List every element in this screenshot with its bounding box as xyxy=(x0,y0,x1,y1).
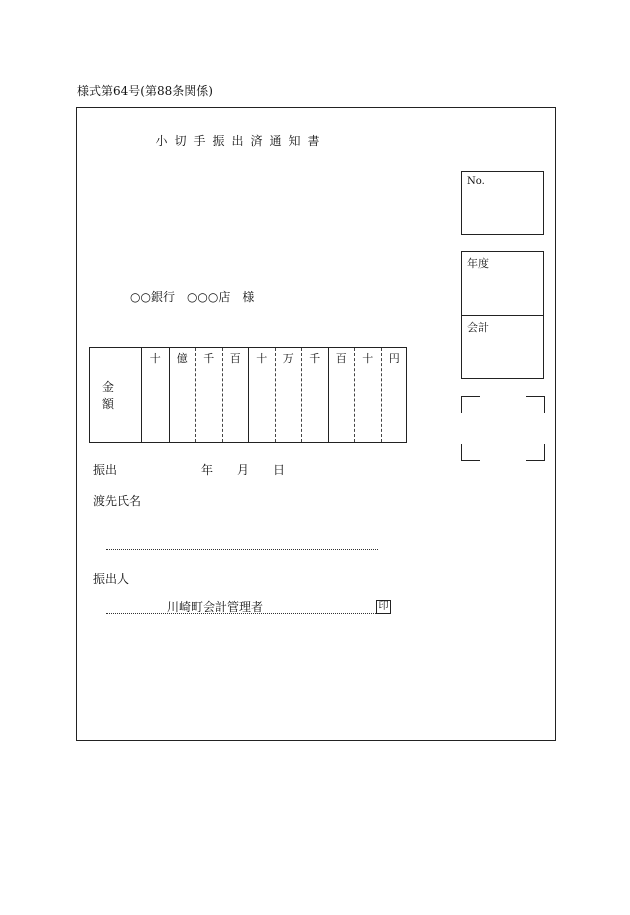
fiscal-year-accounting-box xyxy=(461,251,544,379)
digit-cell: 十 xyxy=(149,352,161,365)
digit-cell: 千 xyxy=(301,348,328,442)
document-title: 小切手振出済通知書 xyxy=(155,134,327,148)
issue-day-label: 日 xyxy=(273,463,286,477)
issue-month-label: 月 xyxy=(237,463,250,477)
amount-label: 金額 xyxy=(90,348,142,442)
digit-cell: 十 xyxy=(354,348,381,442)
issue-year-label: 年 xyxy=(201,463,214,477)
box-divider xyxy=(462,315,543,316)
stamp-area-corner-bottom-left xyxy=(461,444,480,461)
amount-table xyxy=(89,347,407,443)
digit-cell: 千 xyxy=(195,348,222,442)
stamp-area-corner-bottom-right xyxy=(526,444,545,461)
digit-cell: 百 xyxy=(222,348,249,442)
digit-cell: 十 xyxy=(248,348,275,442)
stamp-area-corner-top-right xyxy=(526,396,545,413)
payee-name-label: 渡先氏名 xyxy=(93,494,142,508)
stamp-area-corner-top-left xyxy=(461,396,480,413)
issuer-name: 川崎町会計管理者 xyxy=(167,600,264,614)
form-number-label: 様式第64号(第88条関係) xyxy=(77,84,213,98)
digit-cell: 百 xyxy=(328,348,355,442)
fiscal-year-label: 年度 xyxy=(467,257,489,270)
number-box xyxy=(461,171,544,235)
issuer-name-line xyxy=(106,613,376,614)
bank-addressee: ○○銀行 ○○○店 様 xyxy=(130,290,255,304)
seal-mark: 印 xyxy=(376,600,391,614)
number-label: No. xyxy=(467,176,485,187)
payee-name-line xyxy=(106,549,378,550)
issue-date-label: 振出 xyxy=(93,463,118,477)
digit-cell: 万 xyxy=(275,348,302,442)
digit-cell: 円 xyxy=(381,348,408,442)
digit-cell: 億 xyxy=(169,348,196,442)
issuer-label: 振出人 xyxy=(93,572,130,586)
accounting-label: 会計 xyxy=(467,321,489,334)
